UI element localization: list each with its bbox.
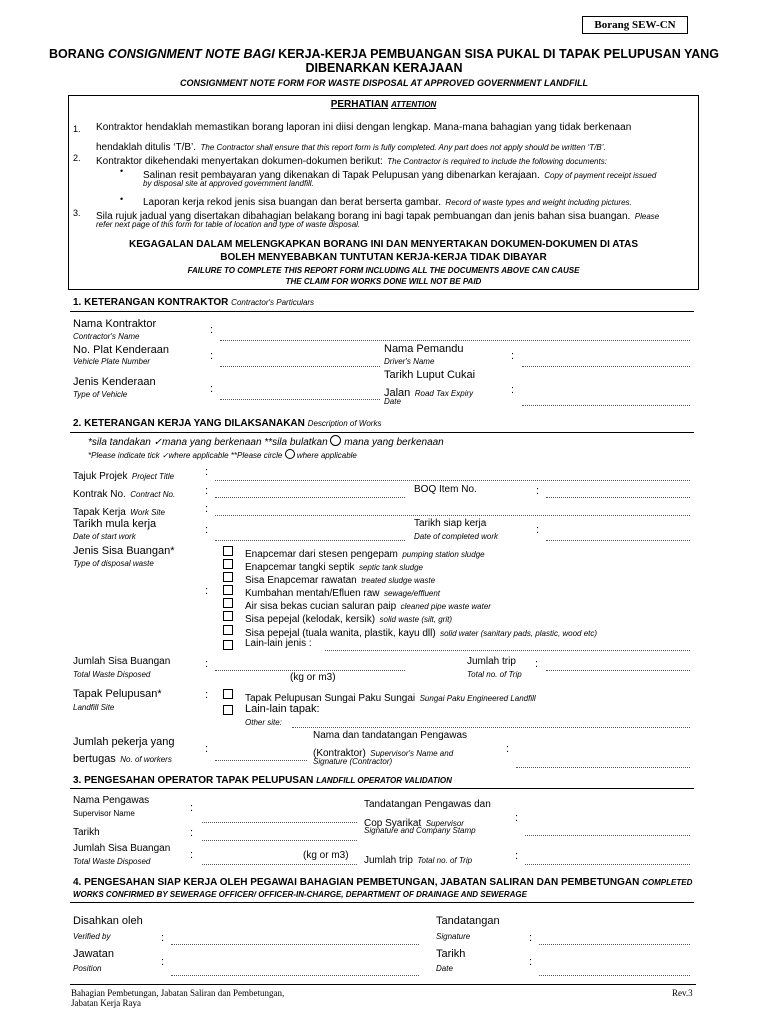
waste-option-2: Enapcemar tangki septik septic tank sludge — [245, 562, 424, 573]
waste-option-5: Air sisa bekas cucian saluran paip cleaned pipe waste water — [245, 601, 491, 612]
colon: : — [205, 689, 209, 701]
attention-num-3: 3. — [73, 208, 81, 218]
label-siap: Tarikh siap kerja — [414, 518, 487, 529]
warning-line-3: FAILURE TO COMPLETE THIS REPORT FORM INCLUDING ALL THE DOCUMENTS ABOVE CAN CAUSE — [187, 266, 580, 275]
contractor-name-field[interactable] — [220, 340, 690, 341]
colon: : — [536, 485, 540, 497]
revision-label: Rev.3 — [672, 988, 693, 998]
colon: : — [205, 503, 209, 515]
trip-count-field[interactable] — [546, 670, 690, 671]
label-siap-en: Date of completed work — [414, 532, 499, 541]
colon: : — [190, 827, 194, 839]
vehicle-type-field[interactable] — [220, 399, 380, 400]
warning-line-2: BOLEH MENYEBABKAN TUNTUTAN KERJA-KERJA TIDAK DIBAYAR — [220, 252, 547, 263]
operator-total-waste-field[interactable] — [202, 864, 357, 865]
form-code: Borang SEW-CN — [594, 19, 676, 31]
contract-no-field[interactable] — [215, 497, 405, 498]
checkbox-waste-3[interactable] — [223, 572, 233, 582]
attention-num-1: 1. — [73, 124, 81, 134]
checkbox-waste-8[interactable] — [223, 640, 233, 650]
waste-option-4: Kumbahan mentah/Efluen raw sewage/effluent — [245, 588, 441, 599]
circle-icon — [330, 435, 341, 446]
footer-rule — [70, 984, 696, 985]
colon: : — [205, 743, 209, 755]
attention-p1: Kontraktor hendaklah memastikan borang laporan ini diisi dengan lengkap. Mana-mana bahagian yang tidak berkenaan — [96, 122, 632, 133]
colon: : — [205, 585, 209, 597]
attention-p1-b: hendaklah ditulis ‘T/B’. The Contractor shall ensure that this report form is fully completed. Any part does not apply should be written ‘T/B’. — [96, 142, 606, 153]
colon: : — [190, 802, 194, 814]
label-jawatan-en: Position — [73, 964, 102, 973]
label-cukai-1: Tarikh Luput Cukai — [384, 369, 476, 381]
attention-b2: Laporan kerja rekod jenis sisa buangan dan berat berserta gambar. Record of waste types and weight including pictures. — [143, 197, 632, 208]
colon: : — [511, 384, 515, 396]
attention-p3: Sila rujuk jadual yang disertakan dibahagian belakang borang ini bagi tapak pembuangan dan jenis bahan sisa buangan. Please — [96, 211, 660, 222]
label-nama-pengawas: Nama Pengawas — [73, 795, 150, 806]
label-cukai-2: Jalan Road Tax Expiry — [384, 387, 474, 399]
section-4-heading: 4. PENGESAHAN SIAP KERJA OLEH PEGAWAI BAHAGIAN PEMBETUNGAN, JABATAN SALIRAN DAN PEMBETUNGAN COMPLETED — [73, 877, 693, 888]
landfill-option-2: Lain-lain tapak: — [245, 703, 320, 715]
colon: : — [535, 658, 539, 670]
colon: : — [210, 350, 214, 362]
project-title-field[interactable] — [215, 480, 690, 481]
label-pemandu: Nama Pemandu — [384, 343, 464, 355]
waste-option-6: Sisa pepejal (kelodak, kersik) solid waste (silt, grit) — [245, 614, 452, 625]
tick-icon: ✓ — [153, 437, 162, 448]
label-trip-en: Total no. of Trip — [467, 670, 522, 679]
label-nama-kontraktor-en: Contractor's Name — [73, 332, 140, 341]
attention-p3-en: refer next page of this form for table of location and type of waste disposal. — [96, 220, 361, 229]
boq-item-field[interactable] — [546, 497, 690, 498]
unit-label-s3: (kg or m3) — [303, 850, 349, 861]
colon: : — [529, 956, 533, 968]
section-1-rule — [70, 311, 694, 312]
workers-count-field[interactable] — [215, 760, 307, 761]
operator-trip-field[interactable] — [525, 864, 690, 865]
label-disahkan-en: Verified by — [73, 932, 111, 941]
attention-num-2: 2. — [73, 153, 81, 163]
total-waste-field[interactable] — [215, 670, 405, 671]
warning-line-1: KEGAGALAN DALAM MELENGKAPKAN BORANG INI DAN MENYERTAKAN DOKUMEN-DOKUMEN DI ATAS — [128, 239, 639, 250]
label-disahkan: Disahkan oleh — [73, 915, 143, 927]
colon: : — [190, 849, 194, 861]
work-site-field[interactable] — [215, 515, 690, 516]
instruction-en: *Please indicate tick ✓where applicable **Please circle where applicable — [88, 451, 357, 460]
label-ttd-3: Signature and Company Stamp — [364, 826, 476, 835]
section-2-rule — [70, 432, 694, 433]
waste-option-1: Enapcemar dari stesen pengepam pumping station sludge — [245, 549, 485, 560]
circle-icon — [285, 449, 295, 459]
plate-number-field[interactable] — [220, 366, 380, 367]
operator-date-field[interactable] — [202, 840, 357, 841]
label-tarikh-s4-en: Date — [436, 964, 453, 973]
label-mula: Tarikh mula kerja — [73, 518, 157, 530]
label-pengawas-3: Signature (Contractor) — [313, 757, 393, 766]
colon: : — [161, 932, 165, 944]
label-pekerja-2: bertugas No. of workers — [73, 753, 172, 765]
footer-line-1: Bahagian Pembetungan, Jabatan Saliran dan Pembetungan, — [71, 988, 285, 998]
label-pengawas-2: (Kontraktor) Supervisor's Name and — [313, 748, 454, 759]
label-jenis-sisa-en: Type of disposal waste — [73, 559, 154, 568]
bullet-2: • — [120, 194, 124, 204]
checkbox-waste-6[interactable] — [223, 611, 233, 621]
officer-signature-field[interactable] — [539, 944, 690, 945]
label-mula-en: Date of start work — [73, 532, 136, 541]
attention-heading: PERHATIAN ATTENTION — [330, 99, 437, 110]
label-pekerja-1: Jumlah pekerja yang — [73, 736, 175, 748]
section-4-rule — [70, 902, 694, 903]
label-pelupusan-en: Landfill Site — [73, 703, 115, 712]
end-date-field[interactable] — [546, 540, 690, 541]
contractor-supervisor-field[interactable] — [516, 767, 690, 768]
label-jenis-kenderaan: Jenis Kenderaan — [73, 376, 156, 388]
operator-supervisor-field[interactable] — [202, 822, 357, 823]
label-jenis-kenderaan-en: Type of Vehicle — [73, 390, 128, 399]
colon: : — [210, 324, 214, 336]
warning-line-4: THE CLAIM FOR WORKS DONE WILL NOT BE PAID — [285, 277, 482, 286]
attention-b1: Salinan resit pembayaran yang dikenakan di Tapak Pelupusan yang dibenarkan kerajaan. Copy of payment receipt issued — [143, 170, 657, 181]
label-ttd-1: Tandatangan Pengawas dan — [364, 799, 491, 810]
instruction-bm: *sila tandakan ✓mana yang berkenaan **sila bulatkan mana yang berkenaan — [88, 437, 444, 448]
section-3-rule — [70, 788, 694, 789]
verified-by-field[interactable] — [171, 944, 419, 945]
unit-label: (kg or m3) — [290, 672, 336, 683]
label-plat: No. Plat Kenderaan — [73, 344, 170, 356]
section-4-heading-en: WORKS CONFIRMED BY SEWERAGE OFFICER/ OFFICER-IN-CHARGE, DEPARTMENT OF DRAINAGE AND SEWERAGE — [73, 890, 527, 899]
colon: : — [536, 524, 540, 536]
checkbox-waste-1[interactable] — [223, 546, 233, 556]
officer-date-field[interactable] — [539, 975, 690, 976]
footer-line-2: Jabatan Kerja Raya — [71, 998, 141, 1008]
colon: : — [210, 383, 214, 395]
label-plat-en: Vehicle Plate Number — [73, 357, 151, 366]
colon: : — [205, 524, 209, 536]
label-jumlah-sisa: Jumlah Sisa Buangan — [73, 656, 171, 667]
page-subtitle: CONSIGNMENT NOTE FORM FOR WASTE DISPOSAL AT APPROVED GOVERNMENT LANDFILL — [179, 78, 588, 88]
waste-option-3: Sisa Enapcemar rawatan treated sludge waste — [245, 575, 436, 586]
checkbox-landfill-other[interactable] — [223, 705, 233, 715]
checkbox-waste-5[interactable] — [223, 598, 233, 608]
colon: : — [506, 743, 510, 755]
label-tajuk: Tajuk Projek Project Title — [73, 471, 175, 482]
bullet-1: • — [120, 166, 124, 176]
colon: : — [205, 485, 209, 497]
checkbox-waste-4[interactable] — [223, 585, 233, 595]
checkbox-waste-7[interactable] — [223, 625, 233, 635]
colon: : — [515, 812, 519, 824]
other-landfill-field[interactable] — [292, 727, 690, 728]
other-waste-field[interactable] — [325, 650, 690, 651]
label-tapak-kerja: Tapak Kerja Work Site — [73, 507, 165, 518]
colon: : — [511, 350, 515, 362]
checkbox-landfill-paku[interactable] — [223, 689, 233, 699]
label-jumlah-sisa-en: Total Waste Disposed — [73, 670, 151, 679]
attention-p2: Kontraktor dikehendaki menyertakan dokumen-dokumen berikut: The Contractor is required to include the following documents: — [96, 156, 607, 167]
driver-name-field[interactable] — [522, 366, 690, 367]
label-kontrak: Kontrak No. Contract No. — [73, 489, 176, 500]
label-pemandu-en: Driver's Name — [384, 357, 435, 366]
label-pelupusan: Tapak Pelupusan* — [73, 688, 162, 700]
label-nama-pengawas-en: Supervisor Name — [73, 809, 135, 818]
colon: : — [205, 658, 209, 670]
label-boq: BOQ Item No. — [414, 484, 477, 495]
label-tarikh-s4: Tarikh — [436, 948, 466, 960]
road-tax-date-field[interactable] — [522, 405, 690, 406]
landfill-option-2-en: Other site: — [245, 718, 282, 727]
colon: : — [161, 956, 165, 968]
label-ttd-2: Cop Syarikat Supervisor — [364, 818, 464, 829]
colon: : — [205, 466, 209, 478]
label-trip-s3: Jumlah trip Total no. of Trip — [364, 855, 473, 866]
label-pengawas-1: Nama dan tandatangan Pengawas — [313, 730, 468, 741]
label-tandatangan: Tandatangan — [436, 915, 500, 927]
waste-option-7: Sisa pepejal (tuala wanita, plastik, kayu dll) solid water (sanitary pads, plastic, wood etc) — [245, 628, 598, 639]
label-jenis-sisa: Jenis Sisa Buangan* — [73, 545, 175, 557]
tick-icon: ✓ — [161, 451, 169, 460]
landfill-option-1: Tapak Pelupusan Sungai Paku Sungai Sungai Paku Engineered Landfill — [245, 693, 536, 704]
label-tandatangan-en: Signature — [436, 932, 471, 941]
section-3-heading: 3. PENGESAHAN OPERATOR TAPAK PELUPUSAN LANDFILL OPERATOR VALIDATION — [73, 775, 452, 786]
page-title-line2: DIBENARKAN KERAJAAN — [305, 61, 463, 75]
colon: : — [529, 932, 533, 944]
checkbox-waste-2[interactable] — [223, 559, 233, 569]
label-jawatan: Jawatan — [73, 948, 114, 960]
section-2-heading: 2. KETERANGAN KERJA YANG DILAKSANAKAN Description of Works — [73, 418, 382, 429]
label-nama-kontraktor: Nama Kontraktor — [73, 318, 157, 330]
form-code-box — [582, 16, 688, 34]
section-1-heading: 1. KETERANGAN KONTRAKTOR Contractor's Particulars — [73, 297, 315, 308]
label-cukai-3: Date — [384, 397, 401, 406]
label-tarikh-s3: Tarikh — [73, 827, 100, 838]
position-field[interactable] — [171, 975, 419, 976]
page-title: BORANG CONSIGNMENT NOTE BAGI KERJA-KERJA PEMBUANGAN SISA PUKAL DI TAPAK PELUPUSAN YANG — [49, 47, 719, 61]
label-jumlah-s3-en: Total Waste Disposed — [73, 857, 151, 866]
attention-b1-en: by disposal site at approved government landfill. — [143, 179, 314, 188]
start-date-field[interactable] — [215, 540, 405, 541]
label-trip: Jumlah trip — [467, 656, 516, 667]
operator-signature-field[interactable] — [525, 835, 690, 836]
waste-option-8: Lain-lain jenis : — [245, 638, 312, 649]
colon: : — [515, 850, 519, 862]
label-jumlah-s3: Jumlah Sisa Buangan — [73, 843, 171, 854]
